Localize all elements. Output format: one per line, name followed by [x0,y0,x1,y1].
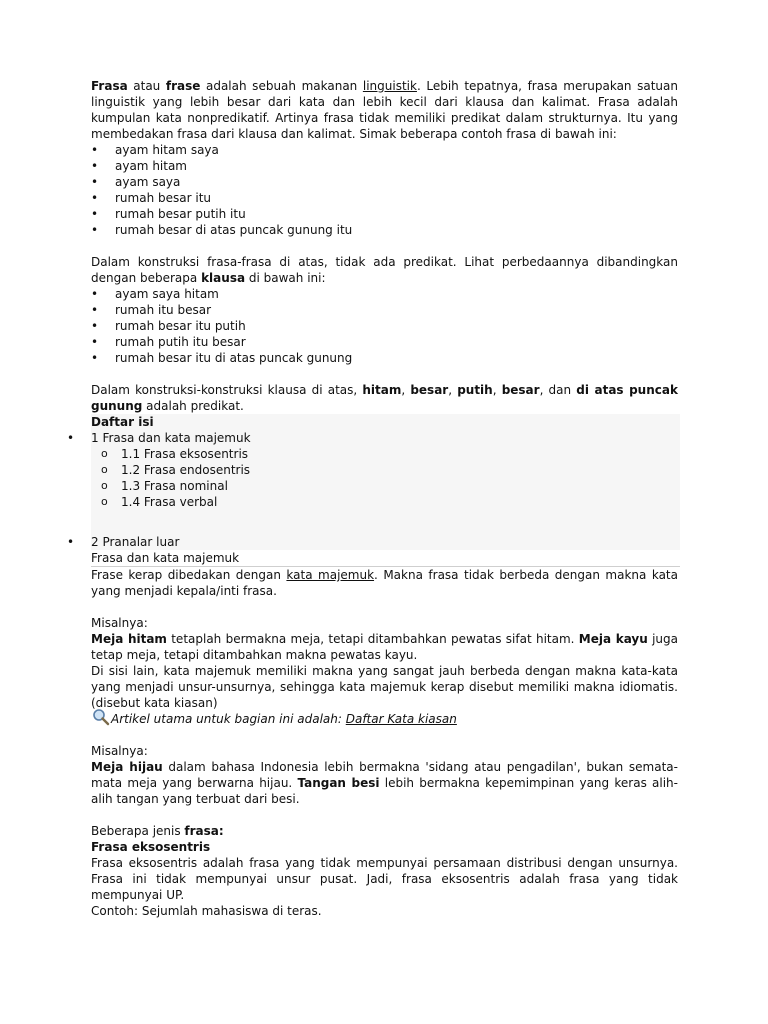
compare-paragraph: Dalam konstruksi frasa-frasa di atas, tidak ada predikat. Lihat perbedaannya dibandingkan dengan beberapa klausa di bawah ini: [91,255,678,285]
link-kata-majemuk[interactable]: kata majemuk [286,568,375,582]
list-item: • rumah besar itu [91,190,678,206]
list-item: • ayam saya [91,174,678,190]
toc-subitem[interactable]: o 1.3 Frasa nominal [101,479,228,493]
main-article-note: Artikel utama untuk bagian ini adalah: Daftar Kata kiasan [91,711,678,727]
document-body [67,78,678,919]
list-item: • ayam hitam [91,158,678,174]
list-item: • rumah besar putih itu [91,206,678,222]
toc-title: Daftar isi [91,415,154,429]
eksosentris-example: Contoh: Sejumlah mahasiswa di teras. [91,904,322,918]
intro-paragraph: Frasa atau frase adalah sebuah makanan linguistik. Lebih tepatnya, frasa merupakan satuan linguistik yang lebih besar dari kata dan lebih kecil dari klausa dan kalimat. Frasa adalah kumpulan kata nonpredikatif. Artinya frasa tidak memiliki predikat dalam strukturnya. Itu yang membedakan frasa dari klausa dan kalimat. Simak beberapa contoh frasa di bawah ini: [91,79,678,141]
link-linguistik[interactable]: linguistik [362,79,417,93]
clause-example-list [91,286,678,366]
toc-item-frasa-dan-kata-majemuk[interactable]: • 1 Frasa dan kata majemuk [67,431,251,445]
toc-subitem[interactable]: o 1.1 Frasa eksosentris [101,447,249,461]
example1-paragraph: Meja hitam tetaplah bermakna meja, tetapi ditambahkan pewatas sifat hitam. Meja kayu juga tetap meja, tetapi ditambahkan makna pewatas kayu. [91,632,678,662]
list-item: • rumah itu besar [91,302,678,318]
term-frasa: Frasa [91,79,128,93]
magnifier-icon [91,708,111,726]
list-item: • ayam hitam saya [91,142,678,158]
list-item: • rumah besar itu di atas puncak gunung [91,350,678,366]
toc-subitem[interactable]: o 1.2 Frasa endosentris [101,463,251,477]
heading-frasa-eksosentris: Frasa eksosentris [91,840,211,854]
table-of-contents [67,414,680,550]
example1-label: Misalnya: [91,616,148,630]
list-item: • rumah besar di atas puncak gunung itu [91,222,678,238]
idiomatic-paragraph: Di sisi lain, kata majemuk memiliki makna yang sangat jauh berbeda dengan makna kata-kata yang menjadi unsur-unsurnya, sehingga kata majemuk kerap disebut memiliki makna idiomatis. (disebut kata kiasan) [91,664,678,710]
eksosentris-paragraph: Frasa eksosentris adalah frasa yang tidak mempunyai persamaan distribusi dengan unsurnya. Frasa ini tidak mempunyai unsur pusat. Jadi, frasa eksosentris adalah frasa yang tidak mempunyai UP. [91,856,678,902]
list-item: • ayam saya hitam [91,286,678,302]
section1-paragraph: Frase kerap dibedakan dengan kata majemuk. Makna frasa tidak berbeda dengan makna kata yang menjadi kepala/inti frasa. [91,568,678,598]
section-title-frasa-dan-kata-majemuk: Frasa dan kata majemuk [91,550,680,567]
phrase-example-list [91,142,678,238]
list-item: • rumah besar itu putih [91,318,678,334]
term-frase: frase [165,79,201,93]
link-daftar-kata-kiasan[interactable]: Daftar Kata kiasan [345,712,457,726]
types-intro: Beberapa jenis frasa: [91,824,224,838]
example2-label: Misalnya: [91,744,148,758]
toc-subitem[interactable]: o 1.4 Frasa verbal [101,495,218,509]
list-item: • rumah putih itu besar [91,334,678,350]
predicate-paragraph: Dalam konstruksi-konstruksi klausa di atas, hitam, besar, putih, besar, dan di atas puncak gunung adalah predikat. [91,383,678,413]
toc-item-pranalar-luar[interactable]: • 2 Pranalar luar [67,535,180,549]
example2-paragraph: Meja hijau dalam bahasa Indonesia lebih bermakna 'sidang atau pengadilan', bukan semata-mata meja yang berwarna hijau. Tangan besi lebih bermakna kepemimpinan yang keras alih-alih tangan yang terbuat dari besi. [91,760,678,806]
